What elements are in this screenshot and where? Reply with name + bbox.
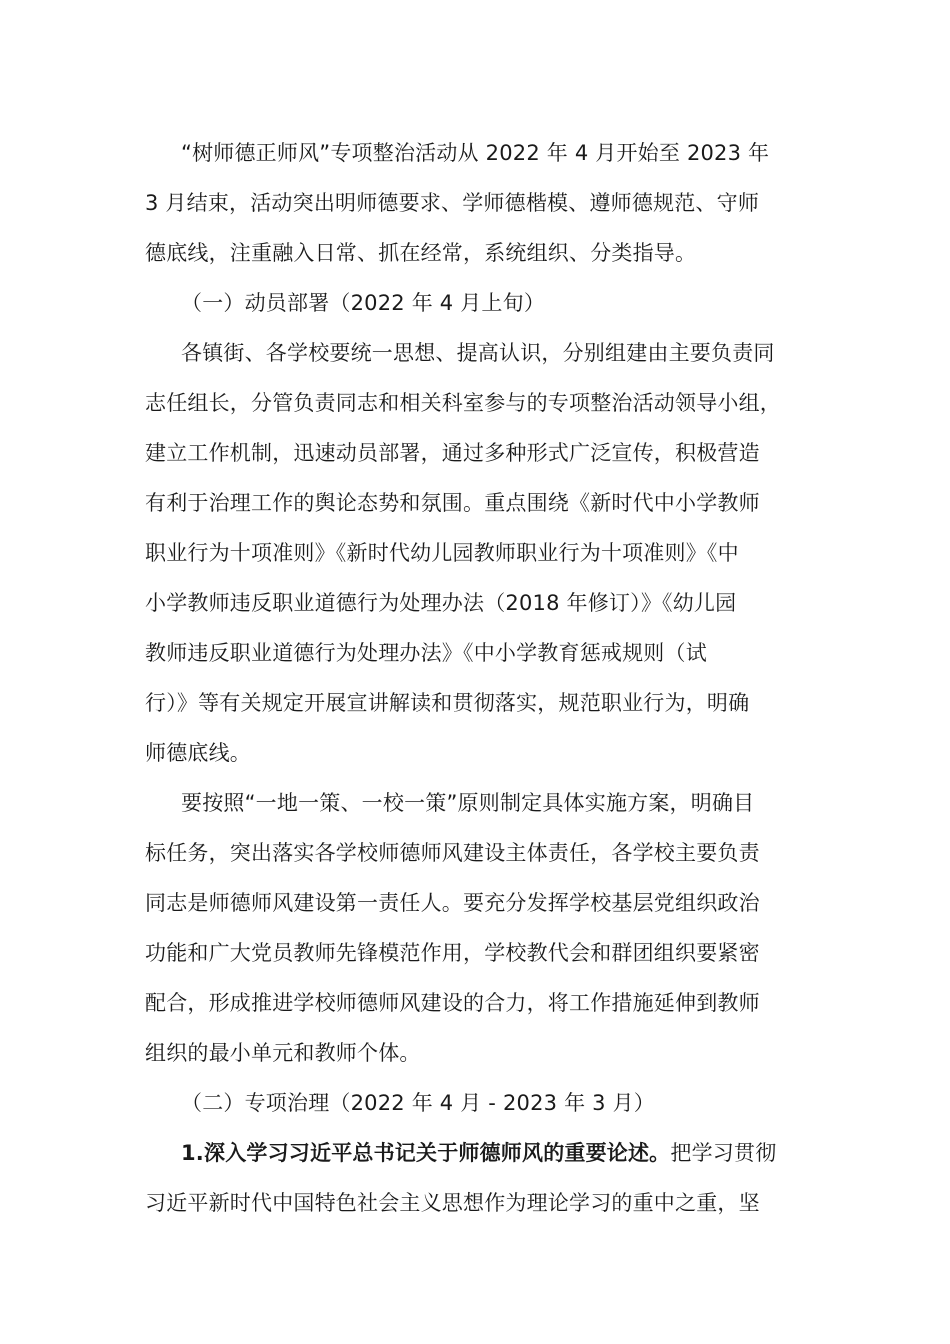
line-text: 同志是师德师风建设第一责任人。要充分发挥学校基层党组织政治 (145, 891, 760, 915)
text-line (145, 128, 810, 178)
text-line (145, 1028, 810, 1078)
text-line (145, 728, 810, 778)
text-line (145, 1128, 810, 1178)
text-line (145, 778, 810, 828)
text-line (145, 578, 810, 628)
line-text: 教师违反职业道德行为处理办法》《中小学教育惩戒规则（试 (145, 641, 707, 665)
line-text: （二）专项治理（2022 年 4 月 - 2023 年 3 月） (181, 1091, 655, 1115)
line-text: 标任务，突出落实各学校师德师风建设主体责任，各学校主要负责 (145, 841, 760, 865)
text-line (145, 478, 810, 528)
line-text: 有利于治理工作的舆论态势和氛围。重点围绕《新时代中小学教师 (145, 491, 760, 515)
text-line (145, 828, 810, 878)
text-line (145, 628, 810, 678)
text-line (145, 228, 810, 278)
line-text: 师德底线。 (145, 741, 251, 765)
text-line (145, 428, 810, 478)
bold-heading-text: 1.深入学习习近平总书记关于师德师风的重要论述。 (181, 1141, 671, 1165)
line-text: 习近平新时代中国特色社会主义思想作为理论学习的重中之重，坚 (145, 1191, 760, 1215)
document-body (145, 128, 810, 1228)
text-line (145, 678, 810, 728)
line-text: 职业行为十项准则》《新时代幼儿园教师职业行为十项准则》《中 (145, 541, 739, 565)
line-text: 志任组长，分管负责同志和相关科室参与的专项整治活动领导小组， (145, 391, 781, 415)
line-text: 小学教师违反职业道德行为处理办法（2018 年修订）》《幼儿园 (145, 591, 737, 615)
text-line (145, 328, 810, 378)
text-line (145, 978, 810, 1028)
line-text: 组织的最小单元和教师个体。 (145, 1041, 421, 1065)
line-text: 把学习贯彻 (670, 1141, 777, 1165)
line-text: 建立工作机制，迅速动员部署，通过多种形式广泛宣传，积极营造 (145, 441, 760, 465)
text-line (145, 278, 810, 328)
text-line (145, 528, 810, 578)
line-text: 各镇街、各学校要统一思想、提高认识，分别组建由主要负责同 (181, 341, 775, 365)
line-text: 配合，形成推进学校师德师风建设的合力，将工作措施延伸到教师 (145, 991, 760, 1015)
line-text: 功能和广大党员教师先锋模范作用，学校教代会和群团组织要紧密 (145, 941, 760, 965)
text-line (145, 928, 810, 978)
text-line (145, 1078, 810, 1128)
line-text: 3 月结束，活动突出明师德要求、学师德楷模、遵师德规范、守师 (145, 191, 760, 215)
line-text: “树师德正师风”专项整治活动从 2022 年 4 月开始至 2023 年 (181, 141, 770, 165)
line-text: （一）动员部署（2022 年 4 月上旬） (181, 291, 546, 315)
text-line (145, 1178, 810, 1228)
text-line (145, 378, 810, 428)
line-text: 德底线，注重融入日常、抓在经常，系统组织、分类指导。 (145, 241, 697, 265)
line-text: 行）》等有关规定开展宣讲解读和贯彻落实，规范职业行为，明确 (145, 691, 750, 715)
text-line (145, 878, 810, 928)
line-text: 要按照“一地一策、一校一策”原则制定具体实施方案，明确目 (181, 791, 755, 815)
text-line (145, 178, 810, 228)
